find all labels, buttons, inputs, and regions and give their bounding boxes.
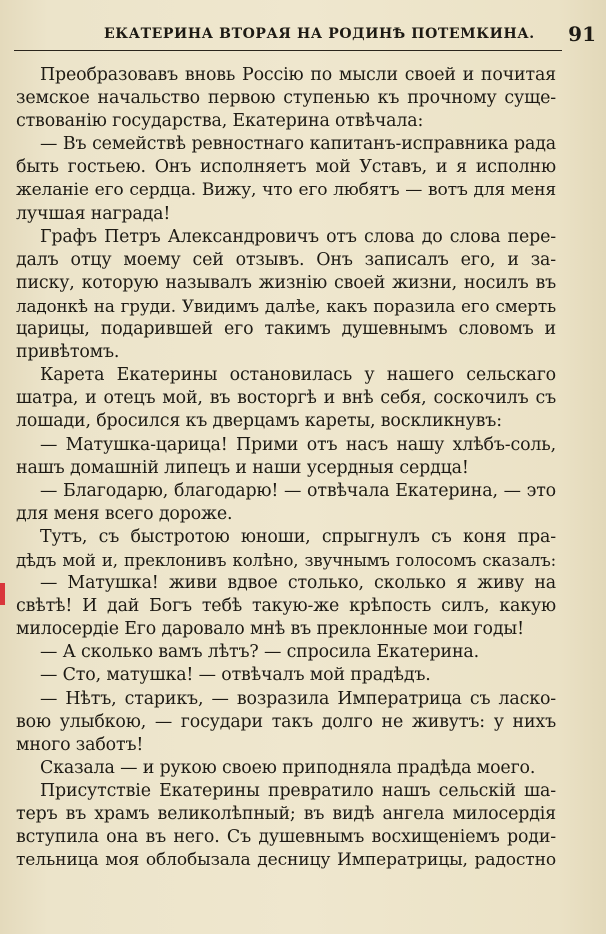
page-number: 91: [568, 22, 596, 46]
text-line: лучшая награда!: [16, 203, 171, 224]
text-line: много заботъ!: [16, 734, 144, 755]
text-line: свѣтѣ! И дай Богъ тебѣ такую-же крѣпость силъ, какую: [16, 596, 556, 617]
text-line: царицы, подарившей его такимъ душевнымъ словомъ и: [16, 319, 556, 340]
text-line: вою улыбкою, — государи такъ долго не живутъ: у нихъ: [16, 711, 556, 732]
text-line: Карета Екатерины остановилась у нашего сельскаго: [40, 365, 556, 386]
text-line: Тутъ, съ быстротою юноши, спрыгнулъ съ коня пра-: [40, 526, 556, 547]
text-line: Преобразовавъ вновь Россію по мысли своей и почитая: [40, 65, 556, 85]
text-line: — Матушка-царица! Прими отъ насъ нашу хлѣбъ-соль,: [40, 434, 556, 455]
text-line: дѣдъ мой и, преклонивъ колѣно, звучнымъ голосомъ сказалъ:: [16, 550, 556, 570]
text-line: быть гостьею. Онъ исполняетъ мой Уставъ, и я исполню: [16, 157, 556, 178]
text-line: ствованію государства, Екатерина отвѣчала:: [16, 111, 424, 132]
text-line: — Нѣтъ, старикъ, — возразила Императрица съ ласко-: [40, 688, 556, 709]
body-text: [16, 64, 556, 872]
text-line: Присутствіе Екатерины превратило нашъ сельскій ша-: [40, 780, 556, 801]
text-line: земское начальство первою ступенью къ прочному суще-: [16, 88, 556, 109]
text-line: — Благодарю, благодарю! — отвѣчала Екатерина, — это: [40, 480, 556, 501]
text-line: нашъ домашній липецъ и наши усердныя сердца!: [16, 457, 469, 478]
text-line: для меня всего дороже.: [16, 503, 233, 524]
text-line: — А сколько вамъ лѣтъ? — спросила Екатерина.: [40, 642, 480, 663]
running-head: ЕКАТЕРИНА ВТОРАЯ НА РОДИНѢ ПОТЕМКИНА.: [104, 26, 535, 42]
text-line: — Сто, матушка! — отвѣчалъ мой прадѣдъ.: [40, 665, 431, 686]
text-line: теръ въ храмъ великолѣпный; въ видѣ ангела милосердія: [16, 804, 556, 824]
text-line: вступила она въ него. Съ душевнымъ восхищеніемъ роди-: [16, 827, 556, 848]
text-line: Графъ Петръ Александровичъ отъ слова до слова пере-: [40, 226, 556, 247]
text-line: милосердіе Его даровало мнѣ въ преклонные мои годы!: [16, 619, 524, 640]
text-line: шатра, и отецъ мой, въ восторгѣ и внѣ себя, соскочилъ съ: [16, 388, 556, 409]
text-line: далъ отцу моему сей отзывъ. Онъ записалъ его, и за-: [16, 249, 556, 270]
text-line: лошади, бросился къ дверцамъ кареты, воскликнувъ:: [16, 411, 502, 432]
text-line: — Матушка! живи вдвое столько, сколько я живу на: [40, 573, 556, 594]
text-line: писку, которую называлъ жизнію своей жизни, носилъ въ: [16, 272, 556, 293]
text-line: тельница моя облобызала десницу Императрицы, радостно: [16, 850, 556, 871]
text-line: Сказала — и рукою своею приподняла прадѣда моего.: [40, 757, 536, 778]
margin-marker: [0, 583, 5, 605]
text-line: — Въ семействѣ ревностнаго капитанъ-исправника рада: [40, 134, 556, 155]
text-line: желаніе его сердца. Вижу, что его любятъ — вотъ для меня: [16, 180, 556, 201]
text-line: ладонкѣ на груди. Увидимъ далѣе, какъ поразила его смерть: [16, 295, 556, 316]
text-line: привѣтомъ.: [16, 342, 120, 363]
page-header: [14, 20, 596, 51]
